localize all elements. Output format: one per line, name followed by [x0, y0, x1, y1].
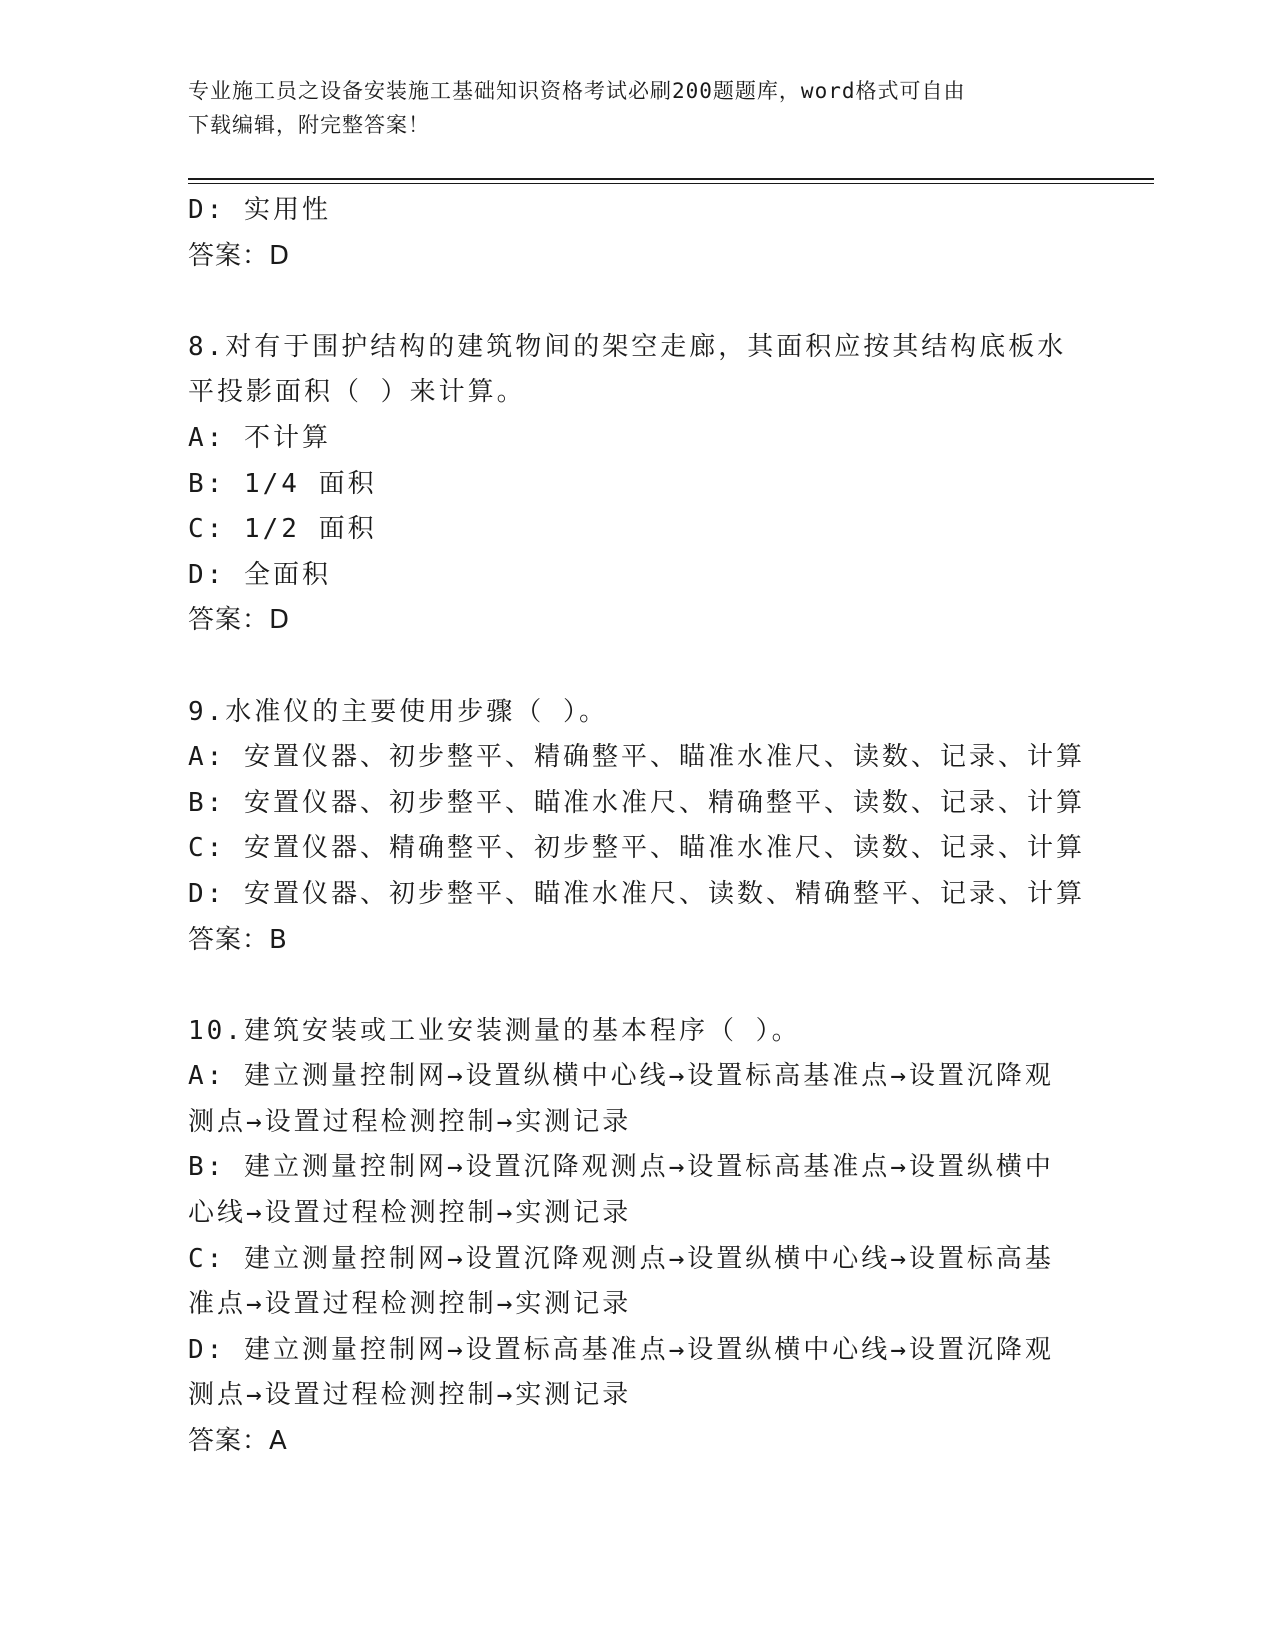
answer-line: 答案：B: [188, 924, 288, 955]
question-line: 8.对有于围护结构的建筑物间的架空走廊，其面积应按其结构底板水: [188, 331, 1067, 362]
option-line: D: 安置仪器、初步整平、瞄准水准尺、读数、精确整平、记录、计算: [188, 878, 1085, 909]
option-line: C: 建立测量控制网→设置沉降观测点→设置纵横中心线→设置标高基: [188, 1243, 1054, 1274]
header-line-2: 下载编辑，附完整答案！: [188, 113, 430, 137]
question-line: 平投影面积（ ）来计算。: [188, 377, 526, 408]
page-header: [188, 74, 1068, 142]
question-content: [188, 188, 1088, 1465]
option-line: A: 安置仪器、初步整平、精确整平、瞄准水准尺、读数、记录、计算: [188, 742, 1085, 773]
question-line: 10.建筑安装或工业安装测量的基本程序（ ）。: [188, 1015, 801, 1046]
block-gap: [188, 963, 1088, 1009]
option-line: C: 1/2 面积: [188, 514, 377, 545]
option-line: 准点→设置过程检测控制→实测记录: [188, 1289, 632, 1320]
question-block-9: [188, 690, 1088, 964]
header-line-1: 专业施工员之设备安装施工基础知识资格考试必刷200题题库，word格式可自由: [188, 79, 966, 103]
option-line: A: 建立测量控制网→设置纵横中心线→设置标高基准点→设置沉降观: [188, 1061, 1054, 1092]
question-block-8: [188, 325, 1088, 644]
block-gap: [188, 279, 1088, 325]
header-rule-thick: [188, 178, 1154, 180]
question-block-10: [188, 1009, 1088, 1465]
answer-line: 答案：D: [188, 605, 291, 636]
option-line: D: 建立测量控制网→设置标高基准点→设置纵横中心线→设置沉降观: [188, 1334, 1054, 1365]
option-line: A: 不计算: [188, 422, 331, 453]
option-line: 测点→设置过程检测控制→实测记录: [188, 1380, 632, 1411]
option-line: D: 实用性: [188, 195, 331, 225]
option-line: B: 1/4 面积: [188, 468, 377, 499]
option-line: B: 安置仪器、初步整平、瞄准水准尺、精确整平、读数、记录、计算: [188, 787, 1085, 818]
option-line: 测点→设置过程检测控制→实测记录: [188, 1106, 632, 1137]
block-gap: [188, 644, 1088, 690]
option-line: B: 建立测量控制网→设置沉降观测点→设置标高基准点→设置纵横中: [188, 1152, 1054, 1183]
answer-line: 答案：A: [188, 1426, 288, 1457]
question-block-7: [188, 188, 1088, 279]
header-rule-thin: [188, 183, 1154, 184]
option-line: 心线→设置过程检测控制→实测记录: [188, 1198, 632, 1229]
option-line: D: 全面积: [188, 559, 331, 590]
answer-line: 答案：D: [188, 240, 291, 271]
question-line: 9.水准仪的主要使用步骤（ ）。: [188, 696, 608, 727]
option-line: C: 安置仪器、精确整平、初步整平、瞄准水准尺、读数、记录、计算: [188, 833, 1085, 864]
